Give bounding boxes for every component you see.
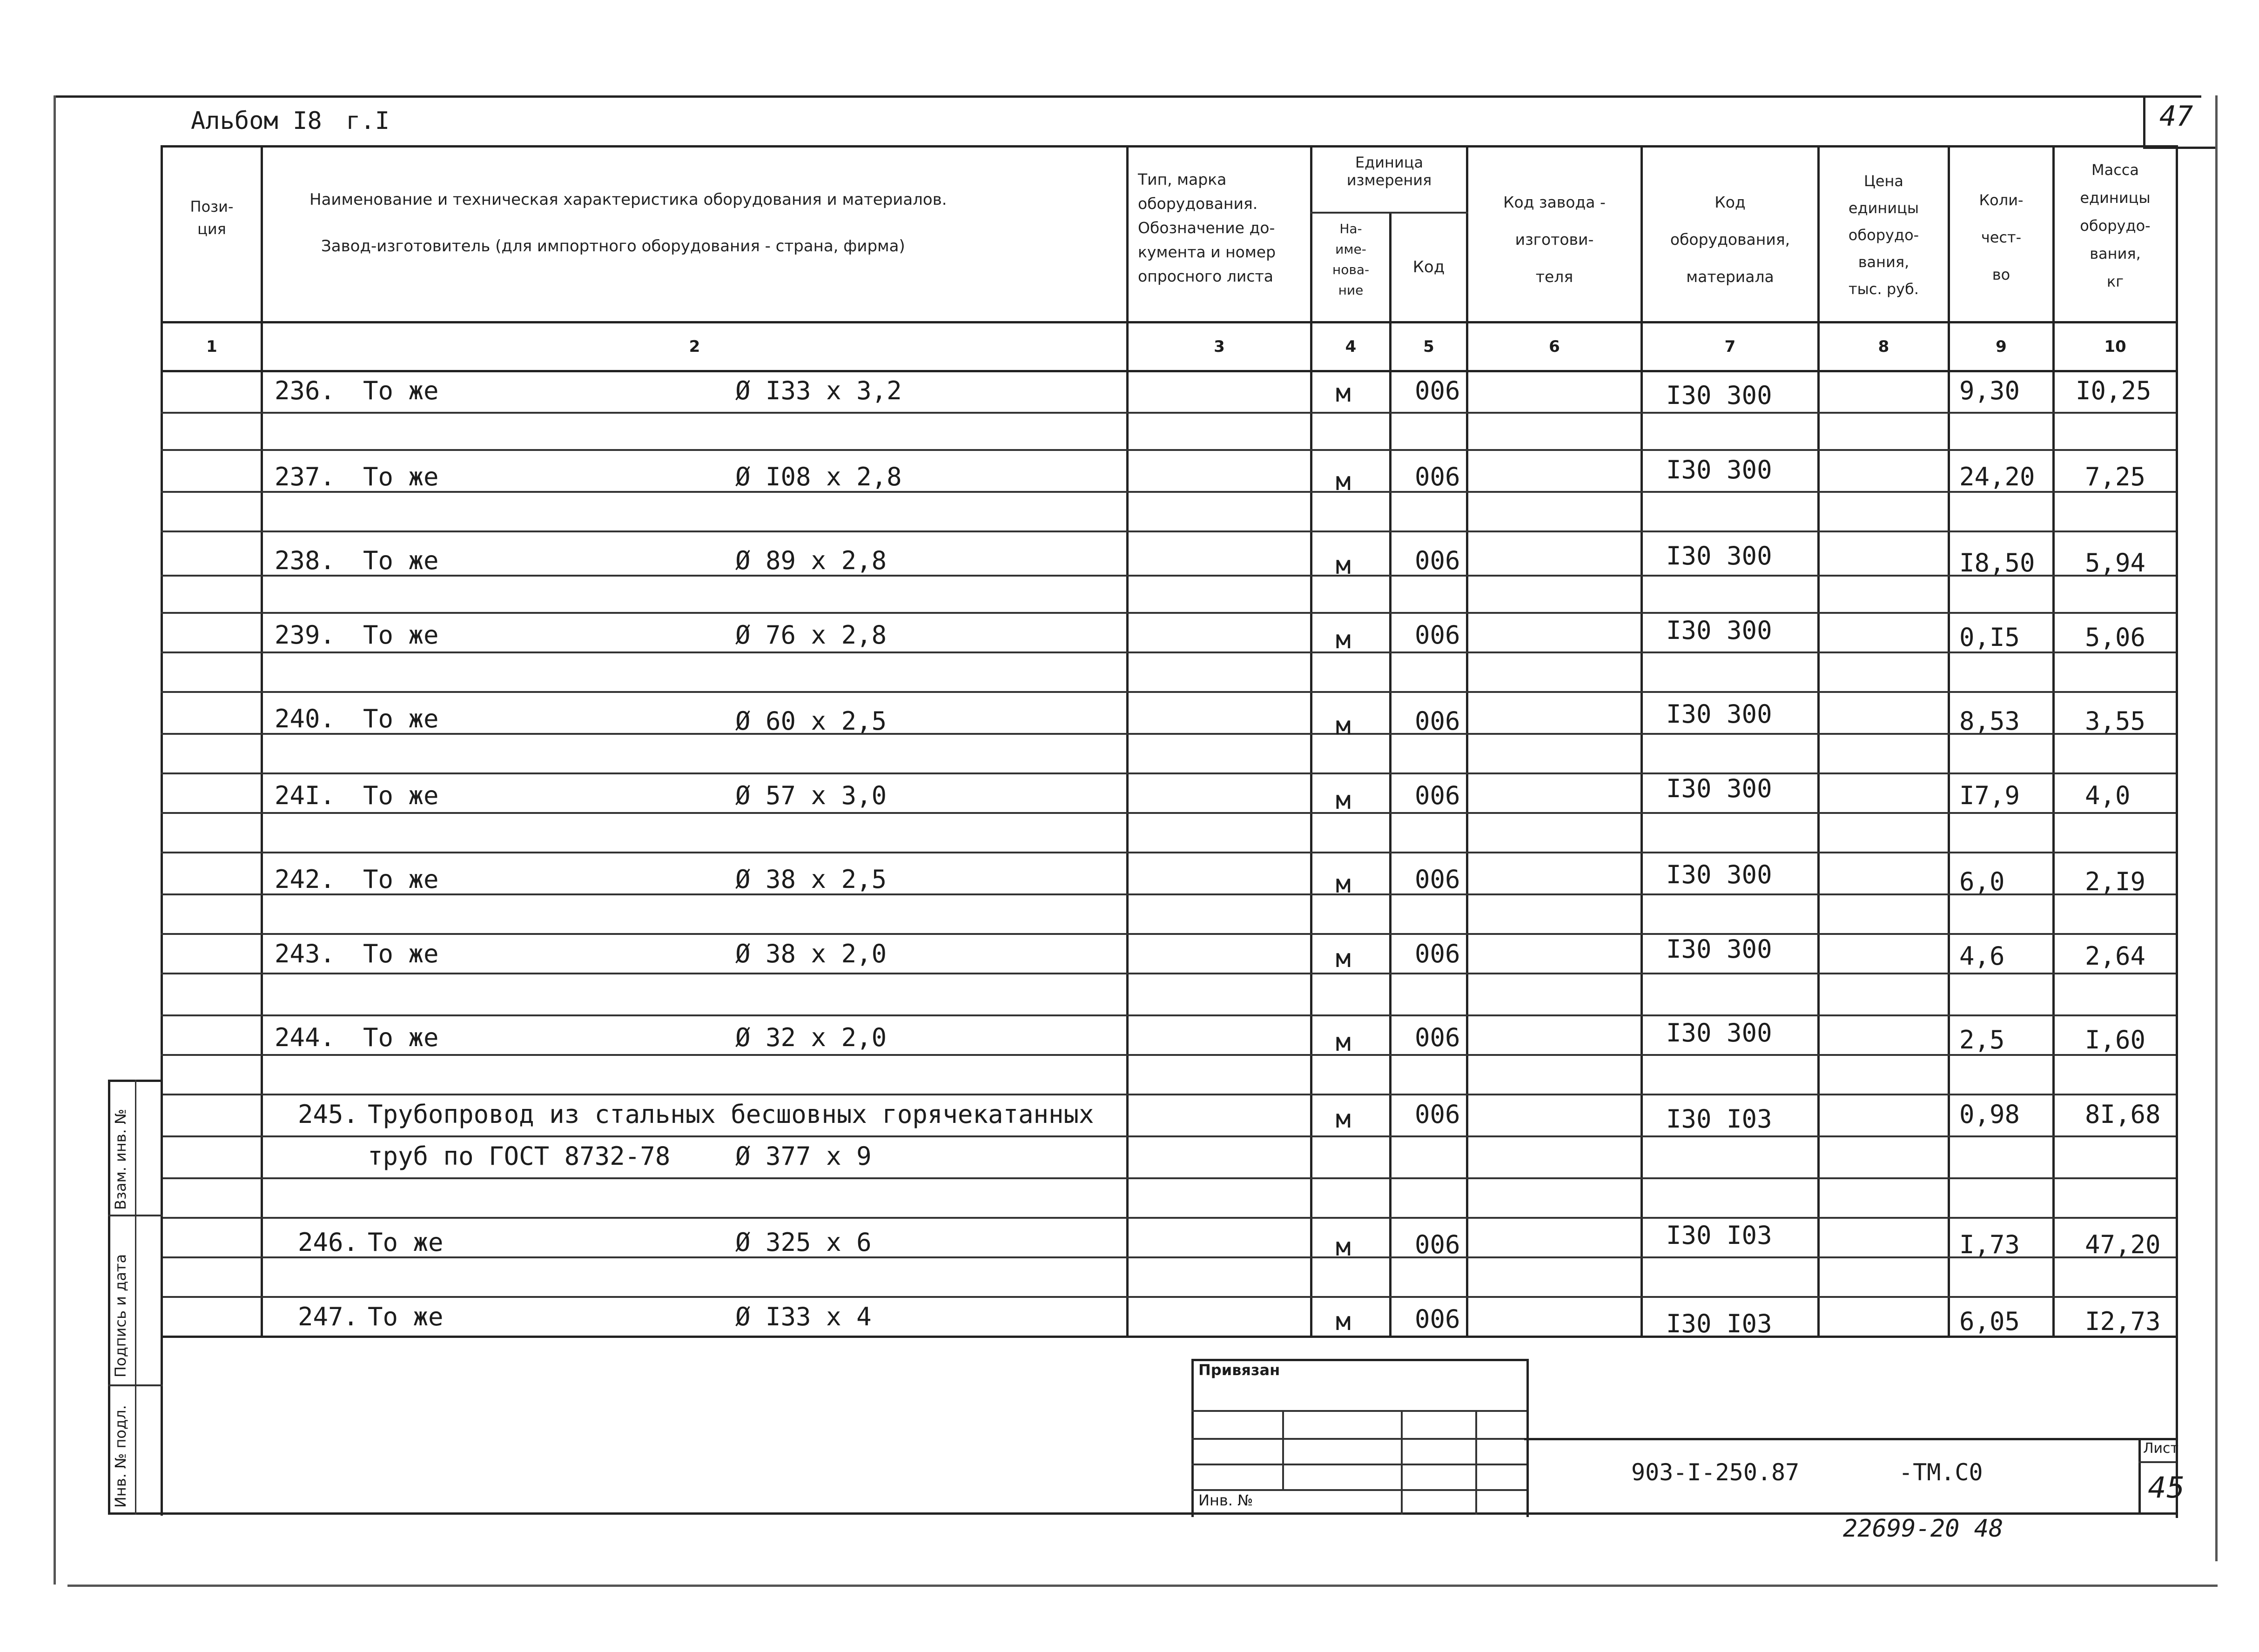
unit-group-divider [1310,212,1468,214]
row-qty: I8,50 [1959,548,2035,578]
row-mass: I,60 [2085,1025,2146,1054]
stamp-list-label: Лист [2143,1440,2179,1457]
row-name: То же [363,1023,439,1052]
album-label-text: Альбом I8 [191,107,322,135]
row-name-continuation: труб по ГОСТ 8732-78 [368,1142,671,1171]
row-name: То же [363,939,439,968]
col-sep-2 [1126,145,1129,1336]
frame-left-outer [54,95,56,1585]
row-dim: Ø I33 x 4 [735,1302,872,1331]
row-qty: 0,98 [1959,1100,2020,1129]
row-rule [161,1256,2176,1258]
row-rule [161,973,2176,974]
row-unit-code: 006 [1415,376,1460,405]
row-pos: 236. [275,376,336,405]
stamp-doc-code: 903-I-250.87 [1631,1459,1800,1486]
row-name: То же [363,865,439,894]
row-unit: м [1336,467,1351,496]
row-rule [161,1014,2176,1016]
row-unit: м [1336,869,1351,899]
header-col10: Масса единицы оборудо- вания, кг [2080,161,2151,290]
row-code: I30 I03 [1666,1221,1772,1250]
stamp-privyazan: Привязан [1198,1361,1280,1379]
row-unit: м [1336,944,1351,973]
row-code: I30 300 [1666,381,1772,410]
colnum-bottom [161,370,2176,372]
row-unit: м [1336,378,1351,408]
stamp-inv-no: Инв. № [1198,1491,1253,1509]
row-code: I30 I03 [1666,1104,1772,1134]
header-col2-line1: Наименование и техническая характеристика оборудования и материалов. [309,190,947,209]
row-name: То же [363,704,439,733]
row-rule [161,733,2176,735]
row-pos: 237. [275,462,336,491]
colnum-2: 2 [689,337,700,356]
row-dim: Ø 60 x 2,5 [735,706,887,736]
row-code: I30 300 [1666,860,1772,889]
row-rule [161,575,2176,577]
row-rule [161,412,2176,414]
header-col5: Код [1412,258,1445,276]
row-pos: 246. [298,1228,359,1257]
row-rule [161,1094,2176,1095]
row-qty: I,73 [1959,1230,2020,1259]
row-code: I30 300 [1666,699,1772,729]
row-code: I30 300 [1666,455,1772,484]
colnum-1: 1 [206,337,217,356]
side-label-inv-podl: Инв. № подл. [112,1405,129,1508]
row-mass: 3,55 [2085,706,2146,736]
row-unit: м [1336,1027,1351,1057]
header-unit-group: Единица измерения [1346,154,1432,189]
row-pos: 247. [298,1302,359,1331]
row-rule [161,491,2176,493]
row-mass: 2,I9 [2085,867,2146,896]
row-rule [161,852,2176,853]
row-mass: 8I,68 [2085,1100,2161,1129]
row-unit-code: 006 [1415,620,1460,650]
stamp-doc-suffix: -ТМ.С0 [1899,1459,1983,1486]
row-unit: м [1336,1232,1351,1262]
row-name: То же [363,376,439,405]
row-qty: 0,I5 [1959,623,2020,652]
header-col3: Тип, марка оборудования. Обозначение до- кумента и номер опросного листа [1138,170,1276,285]
row-mass: I2,73 [2085,1307,2161,1336]
side-strip-right [161,1080,163,1515]
frame-bottom-outer [67,1585,2218,1587]
row-mass: 7,25 [2085,462,2146,491]
row-qty: 6,0 [1959,867,2005,896]
header-col1: Пози- ция [190,198,234,238]
table-right [2176,145,2178,1518]
row-pos: 238. [275,546,336,575]
row-rule [161,772,2176,774]
row-dim: Ø 38 x 2,0 [735,939,887,968]
side-strip-inner [135,1080,136,1515]
row-qty: 24,20 [1959,462,2035,491]
row-unit-code: 006 [1415,865,1460,894]
header-col6: Код завода - изготови- теля [1503,193,1606,286]
row-unit: м [1336,1307,1351,1336]
row-mass: 47,20 [2085,1230,2161,1259]
row-name: То же [363,546,439,575]
col-sep-8 [1948,145,1950,1336]
row-dim: Ø 325 x 6 [735,1228,872,1257]
row-code: I30 300 [1666,934,1772,964]
row-pos: 243. [275,939,336,968]
row-code: I30 300 [1666,774,1772,803]
row-unit-code: 006 [1415,939,1460,968]
row-dim: Ø 57 x 3,0 [735,781,887,810]
colnum-9: 9 [1996,337,2007,356]
row-name: То же [368,1228,444,1257]
colnum-5: 5 [1423,337,1434,356]
row-pos: 244. [275,1023,336,1052]
table-top [161,145,2176,148]
col-sep-3 [1310,145,1312,1336]
row-dim: Ø 32 x 2,0 [735,1023,887,1052]
row-code: I30 I03 [1666,1309,1772,1338]
row-unit: м [1336,786,1351,815]
row-dim: Ø 38 x 2,5 [735,865,887,894]
header-col7: Код оборудования, материала [1670,193,1790,286]
row-unit-code: 006 [1415,706,1460,736]
row-rule [161,612,2176,614]
stamp-col [1475,1410,1477,1515]
frame-top [54,95,2201,98]
row-name: То же [368,1302,444,1331]
frame-right-outer [2215,95,2218,1561]
col-sep-9 [2052,145,2055,1336]
row-rule [161,933,2176,935]
album-label [191,107,390,135]
row-dim: Ø 76 x 2,8 [735,620,887,650]
stamp-list-sep [2138,1438,2141,1515]
header-col9: Коли- чест- во [1979,191,2024,283]
row-mass: 4,0 [2085,781,2131,810]
row-unit-code: 006 [1415,1304,1460,1334]
row-code: I30 300 [1666,1018,1772,1048]
row-qty: 8,53 [1959,706,2020,736]
row-dim: Ø I08 x 2,8 [735,462,902,491]
row-qty: 4,6 [1959,941,2005,971]
row-qty: I7,9 [1959,781,2020,810]
row-pos: 24I. [275,781,336,810]
header-bottom [161,321,2176,323]
corner-sheet-number: 47 [2159,100,2193,133]
row-rule [161,1135,2176,1137]
row-mass: 5,06 [2085,623,2146,652]
header-col8: Цена единицы оборудо- вания, тыс. руб. [1848,172,1919,298]
colnum-8: 8 [1878,337,1889,356]
stamp-list-number: 45 [2148,1471,2185,1504]
colnum-6: 6 [1549,337,1560,356]
row-unit: м [1336,1104,1351,1134]
row-unit-code: 006 [1415,546,1460,575]
row-qty: 9,30 [1959,376,2020,405]
row-name: Трубопровод из стальных бесшовных горячекатанных [368,1100,1094,1129]
colnum-10: 10 [2104,337,2126,356]
row-name: То же [363,781,439,810]
row-pos: 245. [298,1100,359,1129]
row-rule [161,1217,2176,1219]
stamp-col [1282,1410,1284,1489]
col-sep-1 [261,145,263,1336]
row-unit: м [1336,551,1351,580]
row-rule [161,1054,2176,1056]
row-dim: Ø I33 x 3,2 [735,376,902,405]
header-col2-line2: Завод-изготовитель (для импортного оборудования - страна, фирма) [321,237,905,255]
album-suffix: г.I [346,107,390,135]
row-rule [161,651,2176,653]
side-label-vzam: Взам. инв. № [112,1108,129,1210]
row-unit: м [1336,625,1351,654]
row-name: То же [363,620,439,650]
row-rule [161,691,2176,693]
row-unit-code: 006 [1415,1100,1460,1129]
colnum-3: 3 [1214,337,1225,356]
row-unit-code: 006 [1415,462,1460,491]
header-col4: На- име- нова- ние [1332,221,1370,298]
side-strip-left [108,1080,110,1515]
row-mass: 2,64 [2085,941,2146,971]
row-pos: 242. [275,865,336,894]
colnum-4: 4 [1345,337,1357,356]
col-sep-6 [1640,145,1643,1336]
stamp-bottom-number: 22699-20 48 [1843,1515,2004,1543]
row-unit: м [1336,711,1351,740]
row-unit-code: 006 [1415,781,1460,810]
row-qty: 2,5 [1959,1025,2005,1054]
row-code: I30 300 [1666,616,1772,645]
side-label-podpis: Подпись и дата [112,1254,129,1377]
col-sep-7 [1817,145,1820,1336]
row-dim: Ø 89 x 2,8 [735,546,887,575]
row-rule [161,1177,2176,1179]
row-name: То же [363,462,439,491]
row-dim: Ø 377 x 9 [735,1142,872,1171]
row-rule [161,893,2176,895]
table-bottom [161,1336,2176,1338]
row-mass: I0,25 [2076,376,2151,405]
row-unit-code: 006 [1415,1023,1460,1052]
row-qty: 6,05 [1959,1307,2020,1336]
row-rule [161,449,2176,451]
stamp-main-top [1524,1438,2176,1440]
stamp-list-rule [2138,1461,2176,1463]
row-code: I30 300 [1666,541,1772,571]
colnum-7: 7 [1724,337,1736,356]
row-rule [161,531,2176,532]
row-rule [161,812,2176,814]
row-unit-code: 006 [1415,1230,1460,1259]
row-pos: 240. [275,704,336,733]
col-sep-5 [1466,145,1468,1336]
row-rule [161,1296,2176,1298]
row-pos: 239. [275,620,336,650]
row-mass: 5,94 [2085,548,2146,578]
stamp-col [1401,1410,1403,1515]
